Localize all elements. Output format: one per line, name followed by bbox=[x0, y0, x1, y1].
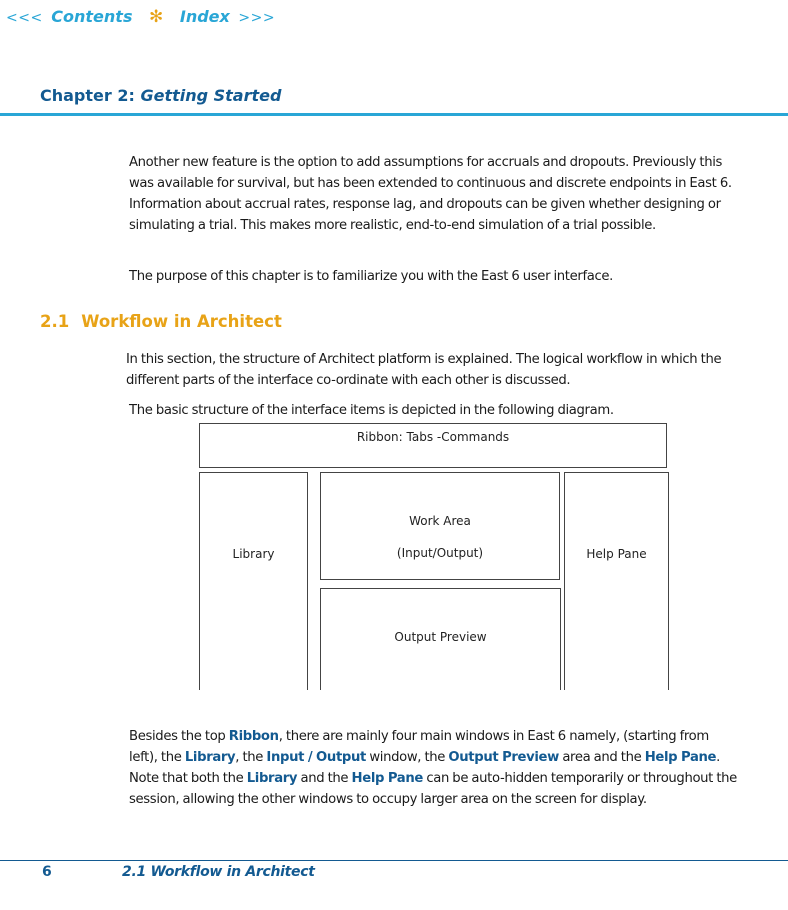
work-area-box bbox=[320, 472, 560, 580]
chapter-prefix: Chapter 2: bbox=[40, 86, 135, 105]
ribbon-box bbox=[199, 423, 667, 468]
help-pane-keyword: Help Pane bbox=[644, 750, 717, 765]
page-number: 6 bbox=[42, 864, 52, 880]
output-preview-label: Output Preview bbox=[394, 630, 487, 644]
input-output-keyword: Input / Output bbox=[266, 750, 366, 765]
section-paragraph-1: In this section, the structure of Architect platform is explained. The logical workflow in which the different parts of the interface co-ordinate with each other is discussed. bbox=[126, 352, 722, 388]
output-preview-keyword: Output Preview bbox=[448, 750, 559, 765]
input-output-label: (Input/Output) bbox=[396, 546, 484, 560]
ribbon-label: Ribbon: Tabs -Commands bbox=[356, 430, 510, 444]
index-link[interactable]: Index bbox=[179, 7, 230, 26]
help-pane-keyword: Help Pane bbox=[351, 771, 423, 786]
work-area-label: Work Area bbox=[409, 514, 471, 528]
next-page-link[interactable]: >>> bbox=[238, 10, 276, 26]
summary-text: , there are mainly four main windows in East 6 namely, (starting from left), the bbox=[129, 729, 709, 765]
summary-text: can be auto-hidden temporarily or throughout the session, allowing the other windows to occupy larger area on the screen for display. bbox=[129, 771, 737, 807]
summary-text: , the bbox=[235, 750, 267, 765]
summary-text: . Note that both the bbox=[129, 750, 720, 786]
library-box bbox=[199, 472, 308, 690]
section-title: Workflow in Architect bbox=[81, 312, 282, 331]
help-pane-box bbox=[564, 472, 669, 690]
ribbon-keyword: Ribbon bbox=[228, 729, 279, 744]
summary-text: and the bbox=[297, 771, 352, 786]
intro-paragraph-1: Another new feature is the option to add assumptions for accruals and dropouts. Previously this was available for survival, but has been extended to continuous and discrete endpoints in East 6. Information about accrual rates, response lag, and dropouts can be given whether designing or simulating a trial. This makes more realistic, end-to-end simulation of a trial possible. bbox=[129, 155, 732, 233]
summary-text: window, the bbox=[365, 750, 449, 765]
footer-divider bbox=[0, 860, 788, 861]
summary-text: area and the bbox=[558, 750, 645, 765]
summary-paragraph bbox=[129, 726, 739, 810]
previous-page-link[interactable]: <<< bbox=[6, 10, 43, 26]
chapter-heading bbox=[40, 86, 281, 105]
section-heading bbox=[40, 312, 282, 331]
intro-paragraph-2: The purpose of this chapter is to familiarize you with the East 6 user interface. bbox=[129, 269, 613, 284]
section-paragraph-2: The basic structure of the interface items is depicted in the following diagram. bbox=[129, 403, 614, 418]
library-label: Library bbox=[232, 547, 275, 561]
help-pane-label: Help Pane bbox=[586, 547, 647, 561]
footer-section-reference[interactable]: 2.1 Workflow in Architect bbox=[122, 864, 315, 880]
library-keyword: Library bbox=[184, 750, 236, 765]
contents-link[interactable]: Contents bbox=[51, 7, 133, 26]
summary-text: Besides the top bbox=[129, 729, 229, 744]
library-keyword: Library bbox=[246, 771, 298, 786]
top-navigation bbox=[6, 7, 275, 27]
chapter-title: Getting Started bbox=[140, 86, 282, 105]
header-divider bbox=[0, 113, 788, 116]
section-number: 2.1 bbox=[40, 312, 70, 331]
output-preview-box bbox=[320, 588, 561, 690]
asterisk-separator-icon: ✻ bbox=[149, 7, 164, 27]
